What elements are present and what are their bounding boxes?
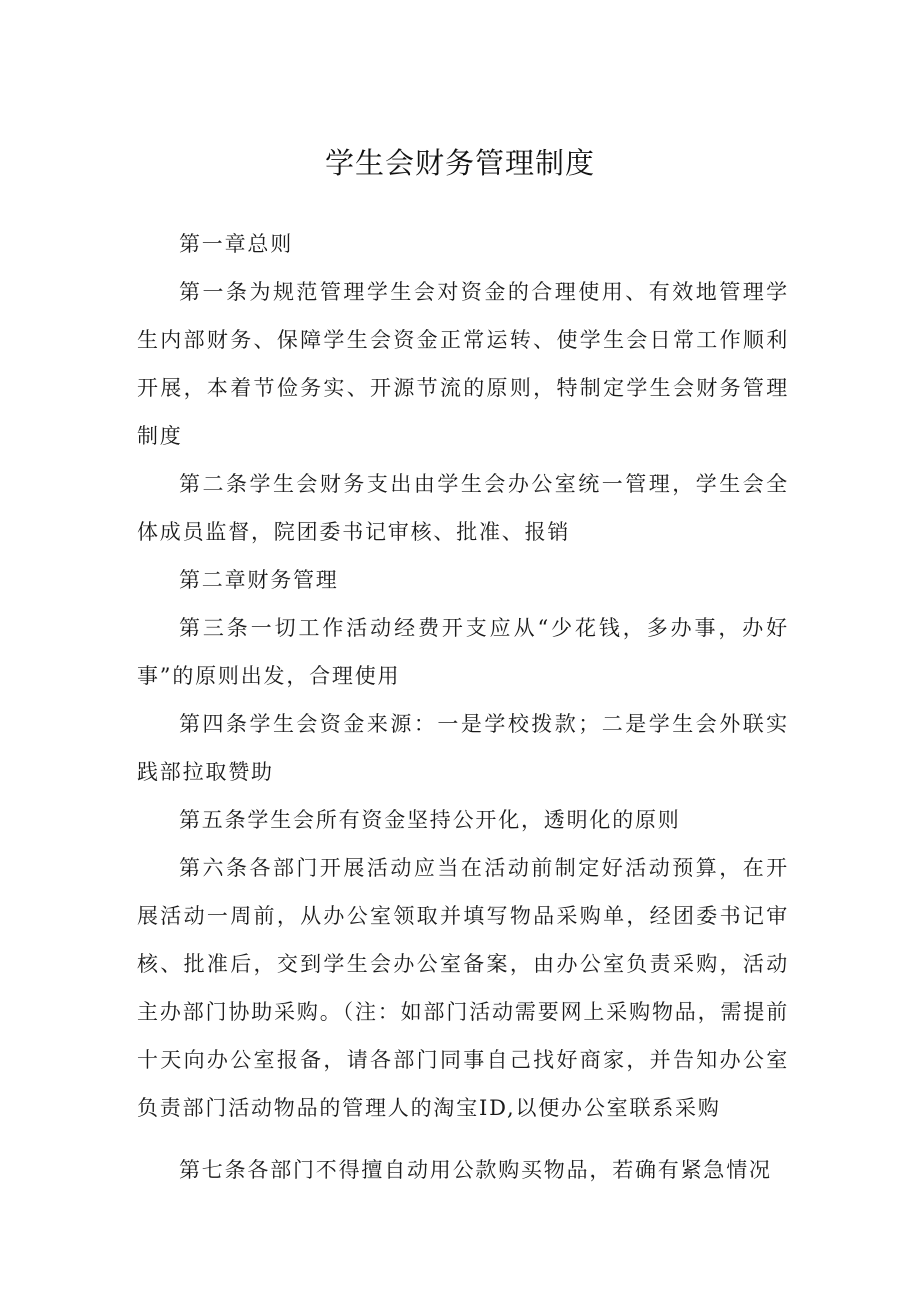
- document-body: [137, 220, 789, 1194]
- article-5: 第五条学生会所有资金坚持公开化，透明化的原则: [179, 808, 681, 832]
- article-3: 第三条一切工作活动经费开支应从“少花钱，多办事，办好事”的原则出发，合理使用: [137, 616, 789, 688]
- article-7: 第七条各部门不得擅自动用公款购买物品，若确有紧急情况: [179, 1158, 772, 1182]
- article-6: 第六条各部门开展活动应当在活动前制定好活动预算，在开展活动一周前，从办公室领取并填写物品采购单，经团委书记审核、批准后，交到学生会办公室备案，由办公室负责采购，活动主办部门协助采购。（注：如部门活动需要网上采购物品，需提前十天向办公室报备，请各部门同事自己找好商家，并告知办公室负责部门活动物品的管理人的淘宝ID,以便办公室联系采购: [137, 856, 789, 1120]
- chapter-heading-2: 第二章财务管理: [179, 568, 339, 592]
- article-2: 第二条学生会财务支出由学生会办公室统一管理，学生会全体成员监督，院团委书记审核、批准、报销: [137, 472, 789, 544]
- article-1: 第一条为规范管理学生会对资金的合理使用、有效地管理学生内部财务、保障学生会资金正常运转、使学生会日常工作顺利开展，本着节俭务实、开源节流的原则，特制定学生会财务管理制度: [137, 280, 789, 448]
- document-title: 学生会财务管理制度: [324, 146, 595, 180]
- chapter-heading-1: 第一章总则: [179, 232, 293, 256]
- article-4: 第四条学生会资金来源：一是学校拨款；二是学生会外联实践部拉取赞助: [137, 712, 789, 784]
